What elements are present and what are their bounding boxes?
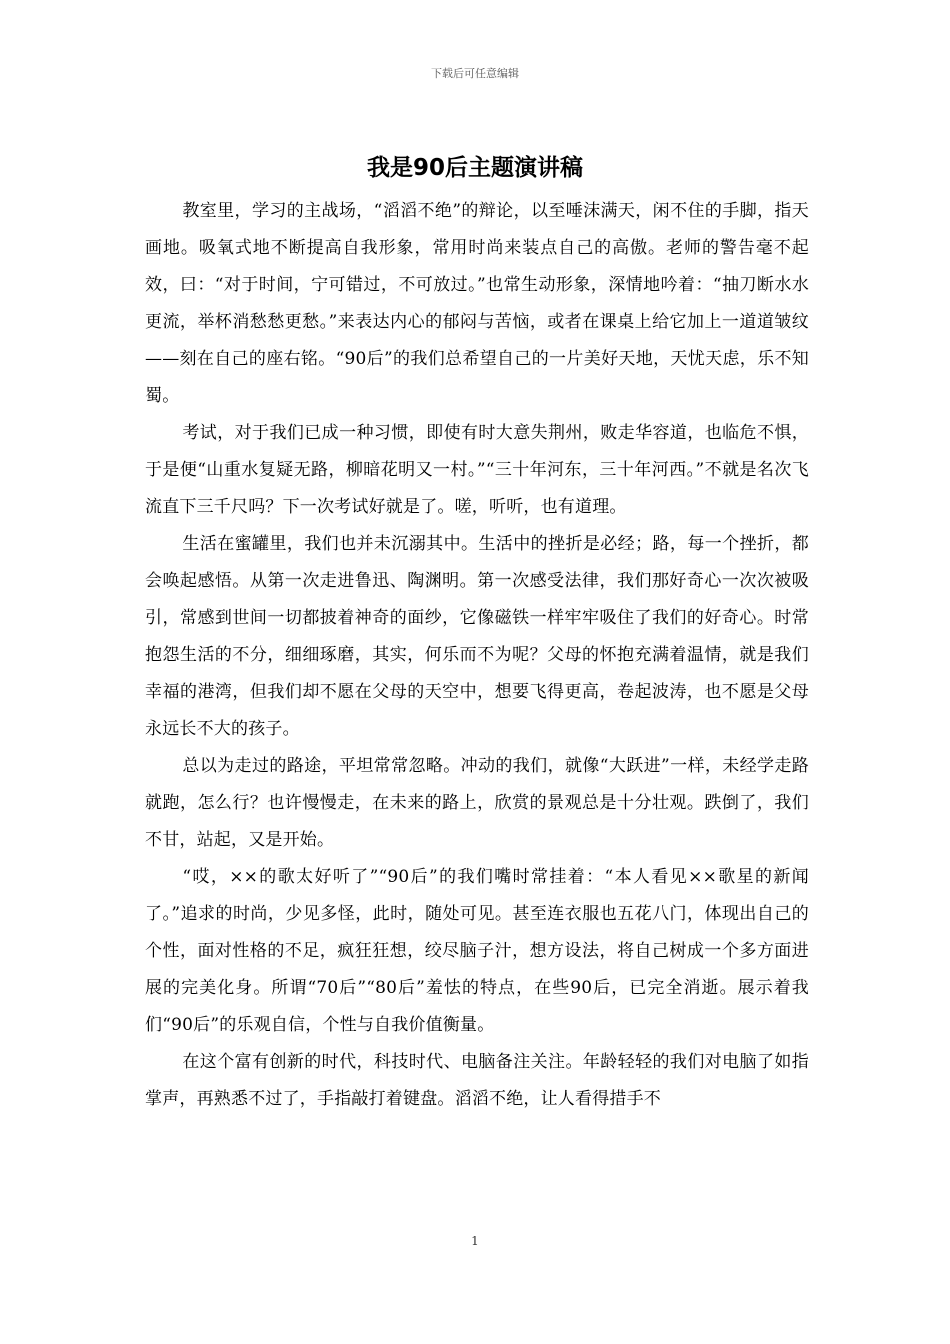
document-body bbox=[145, 193, 809, 1118]
document-title: 我是90后主题演讲稿 bbox=[366, 155, 583, 181]
page-number: 1 bbox=[471, 1234, 479, 1248]
paragraph-2: 考试，对于我们已成一种习惯，即使有时大意失荆州，败走华容道，也临危不惧，于是便“山重水复疑无路，柳暗花明又一村。”“三十年河东，三十年河西。”不就是名次飞流直下三千尺吗？下一次考试好就是了。嗟，听听，也有道理。 bbox=[145, 423, 809, 517]
paragraph-5: “哎，××的歌太好听了”“90后”的我们嘴时常挂着：“本人看见××歌星的新闻了。”追求的时尚，少见多怪，此时，随处可见。甚至连衣服也五花八门，体现出自己的个性，面对性格的不足，疯狂狂想，绞尽脑子汁，想方设法，将自己树成一个多方面进展的完美化身。所谓“70后”“80后”羞怯的特点，在些90后，已完全消逝。展示着我们“90后”的乐观自信，个性与自我价值衡量。 bbox=[145, 867, 809, 1035]
paragraph-4: 总以为走过的路途，平坦常常忽略。冲动的我们，就像“大跃进”一样，未经学走路就跑，怎么行？也许慢慢走，在未来的路上，欣赏的景观总是十分壮观。跌倒了，我们不甘，站起，又是开始。 bbox=[145, 756, 809, 850]
page-header: 下载后可任意编辑 bbox=[431, 67, 519, 80]
paragraph-3: 生活在蜜罐里，我们也并未沉溺其中。生活中的挫折是必经；路，每一个挫折，都会唤起感悟。从第一次走进鲁迅、陶渊明。第一次感受法律，我们那好奇心一次次被吸引，常感到世间一切都披着神奇的面纱，它像磁铁一样牢牢吸住了我们的好奇心。时常抱怨生活的不分，细细琢磨，其实，何乐而不为呢？父母的怀抱充满着温情，就是我们幸福的港湾，但我们却不愿在父母的天空中，想要飞得更高，卷起波涛，也不愿是父母永远长不大的孩子。 bbox=[145, 534, 809, 739]
paragraph-1: 教室里，学习的主战场，“滔滔不绝”的辩论，以至唾沫满天，闲不住的手脚，指天画地。吸氧式地不断提高自我形象，常用时尚来装点自己的高傲。老师的警告毫不起效，曰：“对于时间，宁可错过，不可放过。”也常生动形象，深情地吟着：“抽刀断水水更流，举杯消愁愁更愁。”来表达内心的郁闷与苦恼，或者在课桌上给它加上一道道皱纹——刻在自己的座右铭。“90后”的我们总希望自己的一片美好天地，天忧天虑，乐不知蜀。 bbox=[145, 201, 809, 406]
paragraph-6: 在这个富有创新的时代，科技时代、电脑备注关注。年龄轻轻的我们对电脑了如指掌声，再熟悉不过了，手指敲打着键盘。滔滔不绝，让人看得措手不 bbox=[145, 1052, 809, 1109]
